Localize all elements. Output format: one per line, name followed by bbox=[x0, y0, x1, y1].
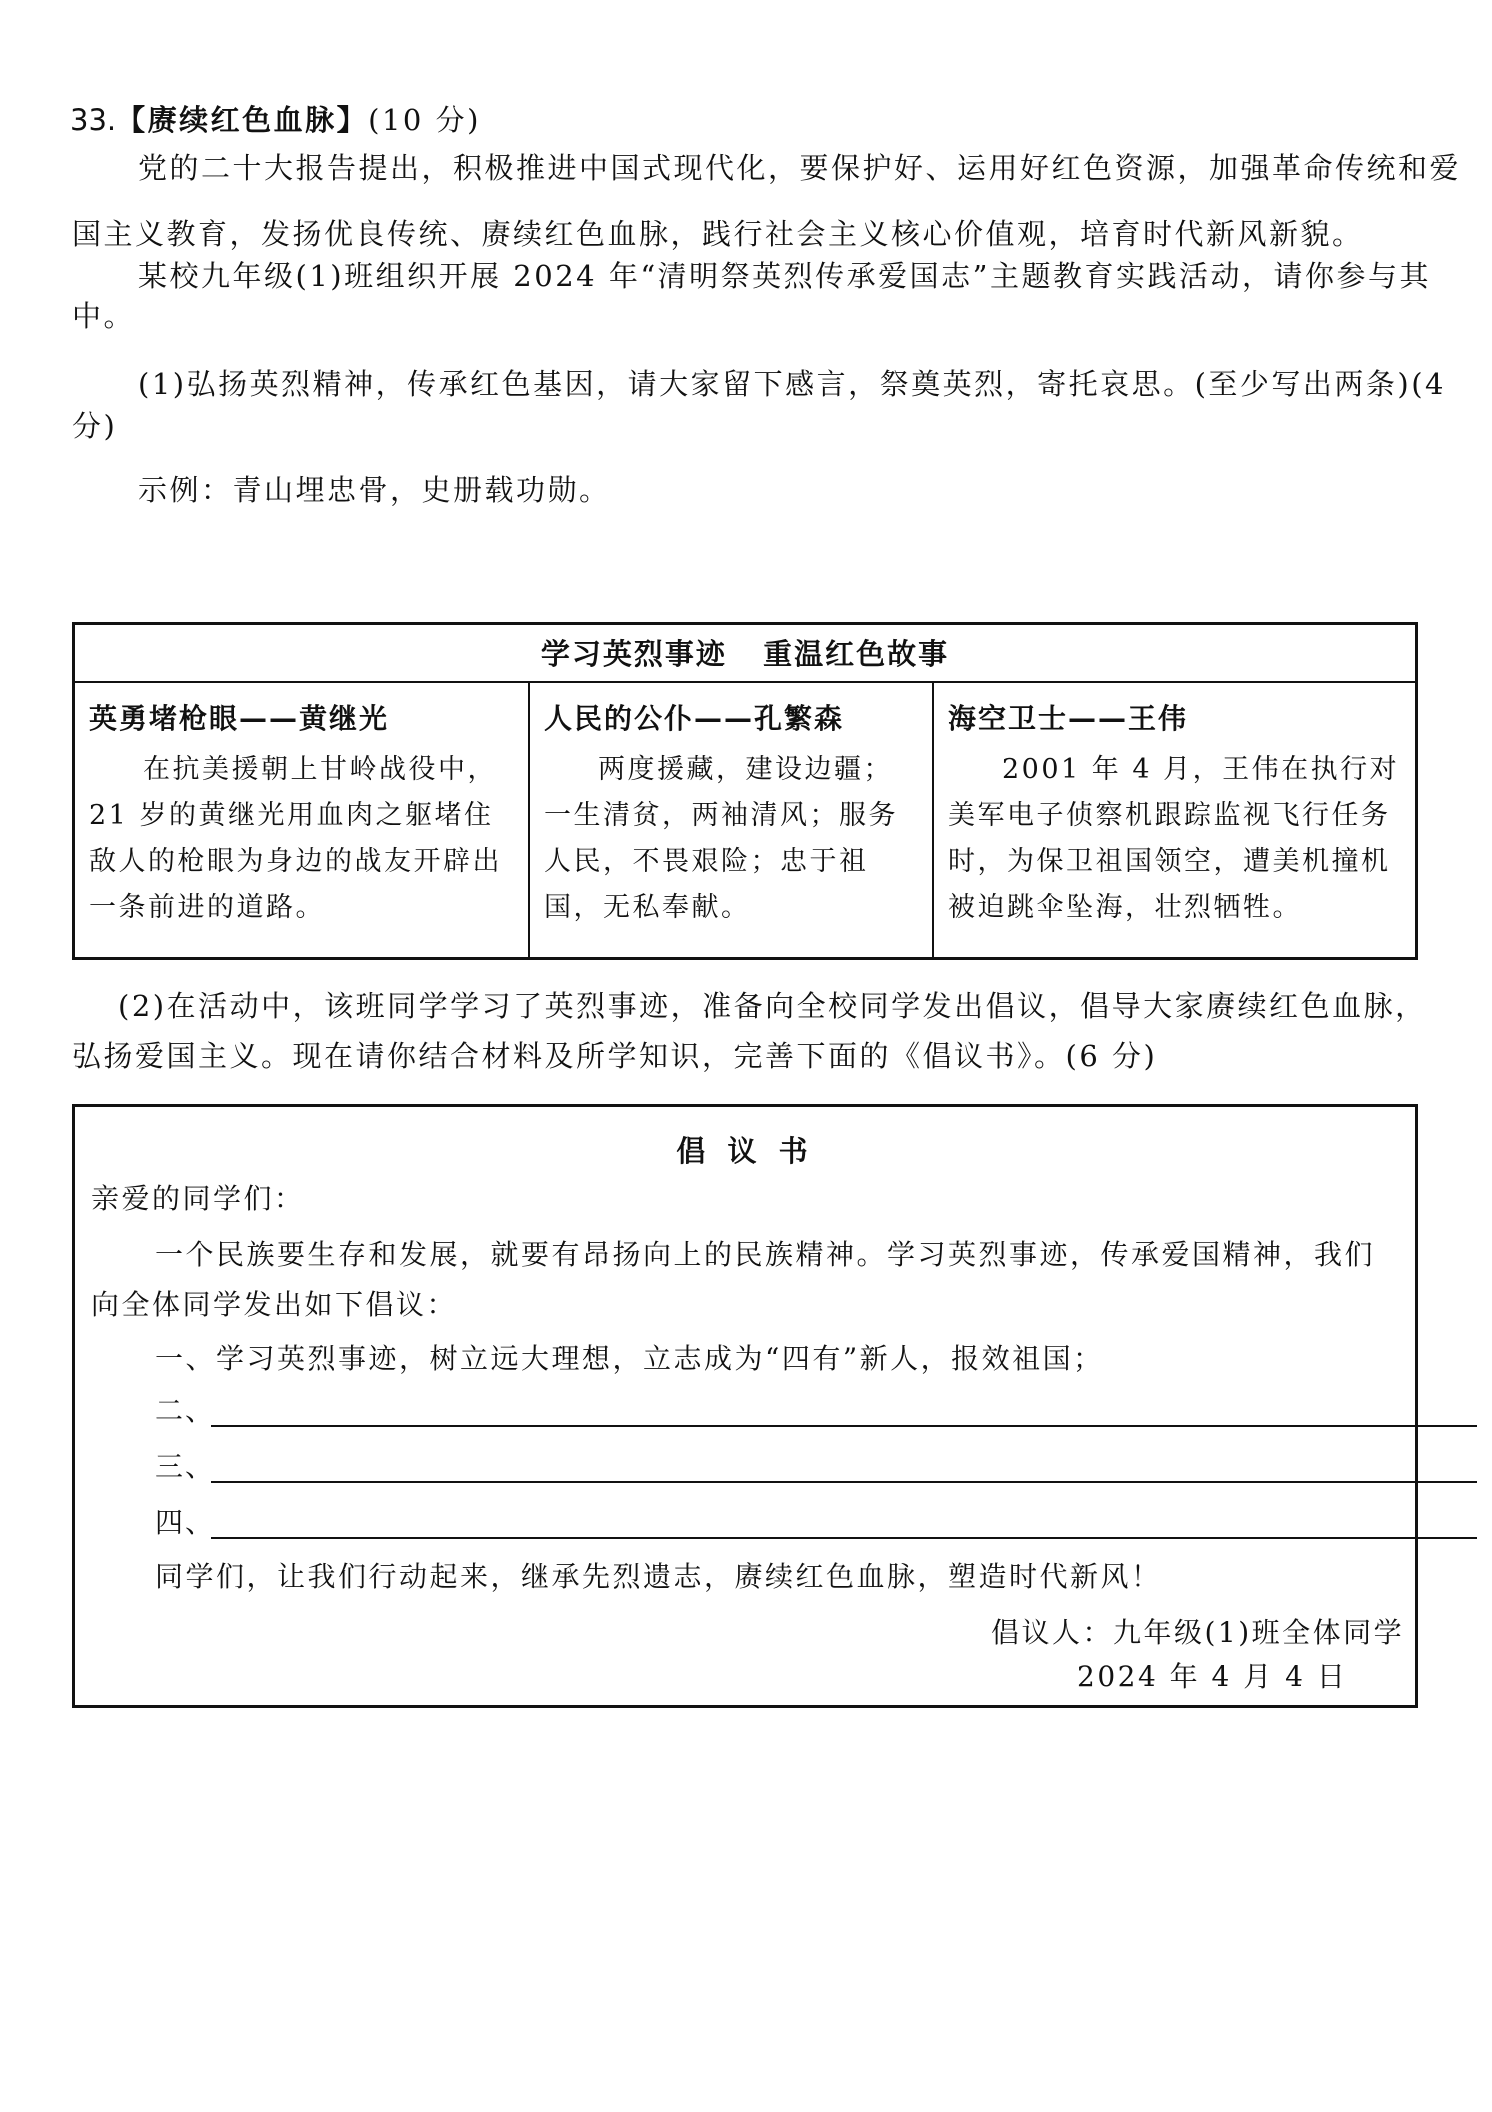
column-body: 两度援藏，建设边疆；一生清贫，两袖清风；服务人民，不畏艰险；忠于祖国，无私奉献。 bbox=[544, 754, 898, 923]
proposal-item-1: 一、学习英烈事迹，树立远大理想，立志成为“四有”新人，报效祖国； bbox=[155, 1342, 1104, 1375]
proposal-item-4-answer-line[interactable] bbox=[211, 1537, 1477, 1539]
question-title bbox=[70, 100, 481, 140]
letter-body-line-2: 向全体同学发出如下倡议： bbox=[91, 1288, 458, 1321]
proposal-item-2-answer-line[interactable] bbox=[211, 1425, 1477, 1427]
table-column-huang-jiguang bbox=[75, 683, 530, 957]
letter-body-line-1: 一个民族要生存和发展，就要有昂扬向上的民族精神。学习英烈事迹，传承爱国精神，我们 bbox=[155, 1238, 1376, 1271]
table-column-kong-fansen bbox=[530, 683, 934, 957]
task-1-line-1: (1)弘扬英烈精神，传承红色基因，请大家留下感言，祭奠英烈，寄托哀思。(至少写出两条)(4 bbox=[138, 367, 1446, 401]
column-body: 在抗美援朝上甘岭战役中，21 岁的黄继光用血肉之躯堵住敌人的枪眼为身边的战友开辟出一条前进的道路。 bbox=[89, 754, 502, 923]
proposal-item-3-label: 三、 bbox=[155, 1450, 216, 1483]
column-title: 海空卫士——王伟 bbox=[948, 702, 1189, 735]
intro-paragraph-1-line-2: 国主义教育，发扬优良传统、赓续红色血脉，践行社会主义核心价值观，培育时代新风新貌。 bbox=[72, 217, 1364, 251]
letter-title: 倡 议 书 bbox=[676, 1134, 814, 1168]
proposal-item-3-answer-line[interactable] bbox=[211, 1481, 1477, 1483]
letter-signer: 倡议人：九年级(1)班全体同学 bbox=[991, 1616, 1405, 1649]
intro-paragraph-1-line-1: 党的二十大报告提出，积极推进中国式现代化，要保护好、运用好红色资源，加强革命传统和爱 bbox=[138, 151, 1462, 185]
task-1-example: 示例：青山埋忠骨，史册载功勋。 bbox=[138, 473, 611, 507]
letter-closing: 同学们，让我们行动起来，继承先烈遗志，赓续红色血脉，塑造时代新风！ bbox=[155, 1560, 1162, 1593]
task-2-line-2: 弘扬爱国主义。现在请你结合材料及所学知识，完善下面的《倡议书》。(6 分) bbox=[72, 1039, 1158, 1073]
question-score: (10 分) bbox=[368, 103, 481, 137]
table-heading: 学习英烈事迹 重温红色故事 bbox=[75, 625, 1415, 683]
proposal-item-4-label: 四、 bbox=[155, 1506, 216, 1539]
question-number: 33. bbox=[70, 103, 117, 137]
column-title: 英勇堵枪眼——黄继光 bbox=[89, 702, 390, 735]
letter-date: 2024 年 4 月 4 日 bbox=[1077, 1660, 1348, 1693]
intro-paragraph-2-line-2: 中。 bbox=[72, 299, 136, 333]
intro-paragraph-2-line-1: 某校九年级(1)班组织开展 2024 年“清明祭英烈传承爱国志”主题教育实践活动，请你参与其 bbox=[138, 259, 1431, 293]
task-1-line-2: 分) bbox=[72, 409, 118, 443]
column-title: 人民的公仆——孔繁森 bbox=[544, 702, 845, 735]
column-body: 2001 年 4 月，王伟在执行对美军电子侦察机跟踪监视飞行任务时，为保卫祖国领空，遭美机撞机被迫跳伞坠海，壮烈牺牲。 bbox=[948, 754, 1400, 923]
table-column-wang-wei bbox=[934, 683, 1415, 957]
proposal-item-2-label: 二、 bbox=[155, 1394, 216, 1427]
heroes-table bbox=[72, 622, 1418, 960]
letter-salutation: 亲爱的同学们： bbox=[91, 1182, 305, 1215]
proposal-letter bbox=[72, 1104, 1418, 1708]
task-2-line-1: (2)在活动中，该班同学学习了英烈事迹，准备向全校同学发出倡议，倡导大家赓续红色血脉， bbox=[118, 989, 1427, 1023]
question-topic: 【赓续红色血脉】 bbox=[116, 103, 369, 137]
